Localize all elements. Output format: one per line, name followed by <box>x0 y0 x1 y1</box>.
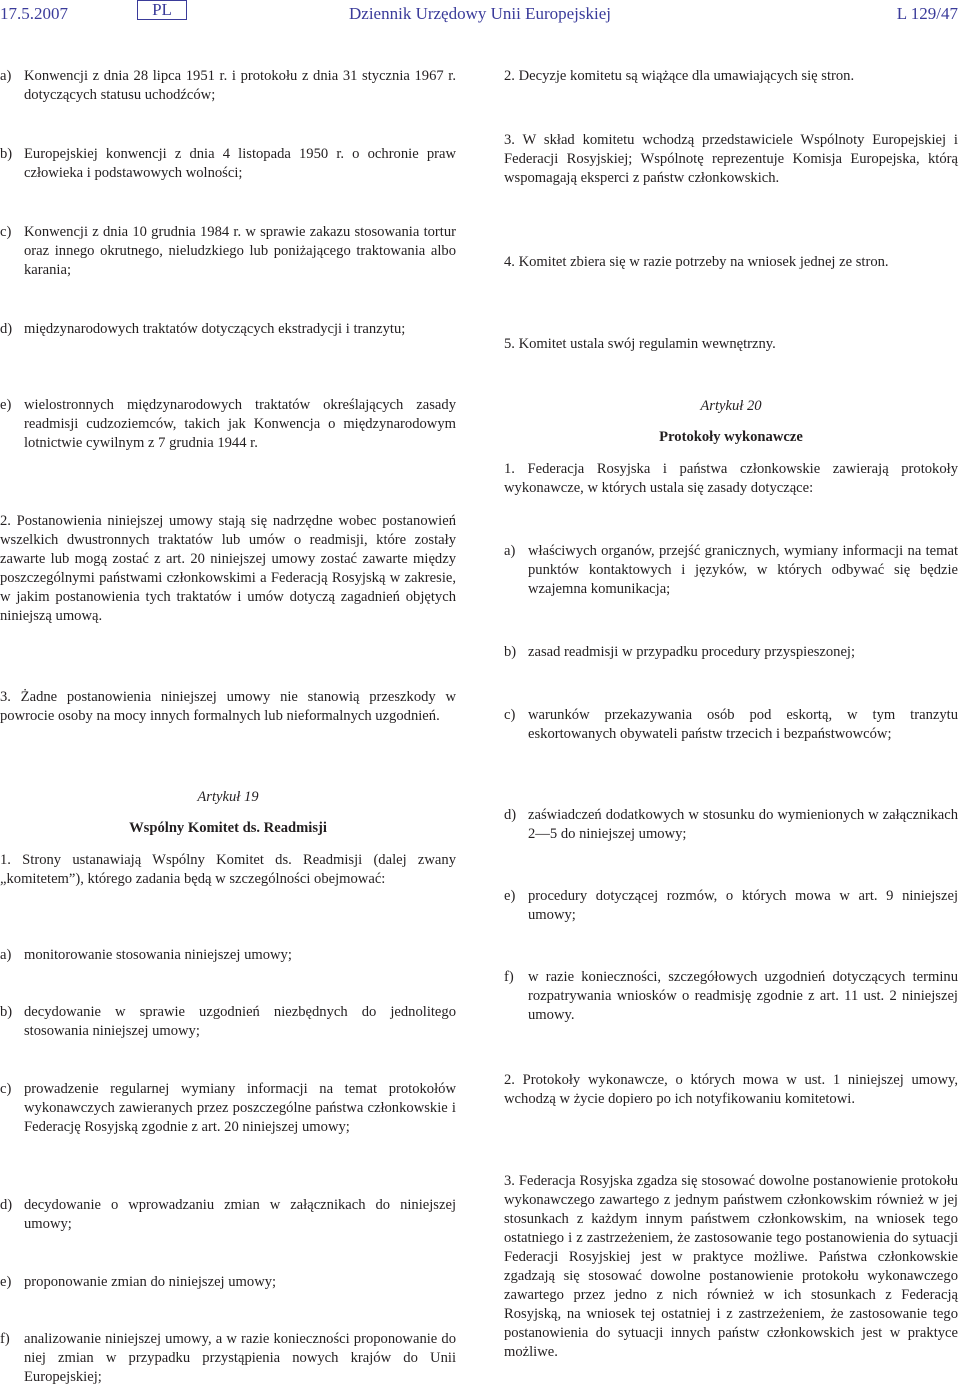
list-label: e) <box>0 397 12 413</box>
page-reference: L 129/47 <box>896 4 958 23</box>
list-text: Konwencji z dnia 10 grudnia 1984 r. w sprawie zakazu stosowania tortur oraz innego okrutnego, nieludzkiego lub poniżającego traktowania albo karania; <box>24 224 456 278</box>
list-label: a) <box>0 947 12 963</box>
list-item-e <box>0 396 456 453</box>
list-text: proponowanie zmian do niniejszej umowy; <box>24 1274 277 1290</box>
list-label: a) <box>0 68 12 84</box>
list-item-b <box>0 145 456 183</box>
list-label: f) <box>504 969 514 985</box>
list-text: wielostronnych międzynarodowych traktatów określających zasady readmisji cudzoziemców, takich jak Konwencja o międzynarodowym lotnictwie cywilnym z 7 grudnia 1944 r. <box>24 397 456 451</box>
publication-date: 17.5.2007 <box>0 4 68 23</box>
list-label: b) <box>0 146 13 162</box>
paragraph-3: 3. Żadne postanowienia niniejszej umowy nie stanowią przeszkody w powrocie osoby na mocy innych formalnych lub nieformalnych uzgodnień. <box>0 689 456 724</box>
committee-paragraph-4: 4. Komitet zbiera się w razie potrzeby na wniosek jednej ze stron. <box>504 254 889 270</box>
list-label: b) <box>0 1004 13 1020</box>
task-item-b <box>0 1003 456 1041</box>
list-text: warunków przekazywania osób pod eskortą, w tym tranzytu eskortowanych obywateli państw trzecich i bezpaństwowców; <box>528 707 958 742</box>
list-item-c <box>0 223 456 280</box>
list-label: c) <box>504 707 516 723</box>
list-text: monitorowanie stosowania niniejszej umowy; <box>24 947 292 963</box>
list-item-d <box>0 320 456 339</box>
list-label: b) <box>504 644 517 660</box>
list-text: procedury dotyczącej rozmów, o których mowa w art. 9 niniejszej umowy; <box>528 888 958 923</box>
task-item-e <box>0 1273 456 1292</box>
list-label: f) <box>0 1331 10 1347</box>
list-text: decydowanie o wprowadzaniu zmian w załącznikach do niniejszej umowy; <box>24 1197 456 1232</box>
list-text: analizowanie niniejszej umowy, a w razie konieczności proponowanie do niej zmian w przypadku przystąpienia nowych krajów do Unii Europejskiej; <box>24 1331 456 1385</box>
article-20-paragraph-1: 1. Federacja Rosyjska i państwa członkowskie zawierają protokoły wykonawcze, w których ustala się zasady dotyczące: <box>504 461 958 496</box>
list-text: zaświadczeń dodatkowych w stosunku do wymienionych w załącznikach 2—5 do niniejszej umowy; <box>528 807 958 842</box>
task-item-c <box>0 1080 456 1137</box>
list-item-a <box>0 67 456 105</box>
task-item-f <box>0 1330 456 1387</box>
committee-paragraph-2: 2. Decyzje komitetu są wiążące dla umawiających się stron. <box>504 68 855 84</box>
list-label: d) <box>504 807 517 823</box>
list-label: d) <box>0 321 13 337</box>
article-20-paragraph-3: 3. Federacja Rosyjska zgadza się stosować dowolne postanowienie protokołu wykonawczego zawartego z jednym państwem członkowskim również w jej stosunkach z każdym innym państwem członkowskim, na wniosek tego ostatniego i z zastrzeżeniem, że zastosowanie tego postanowienia do sytuacji Federacji Rosyjskiej jest w praktyce możliwe. Państwa członkowskie zgadzają się stosować dowolne postanowienie protokołu wykonawczego zawartego przez jedno z nich również w ich stosunkach z Federacją Rosyjską, na wniosek tej ostatniej i z zastrzeżeniem, że zastosowanie tego postanowienia do sytuacji innych państw członkowskich jest w praktyce możliwe. <box>504 1173 958 1360</box>
task-item-a <box>0 946 456 965</box>
journal-title: Dziennik Urzędowy Unii Europejskiej <box>349 4 612 23</box>
committee-paragraph-3: 3. W skład komitetu wchodzą przedstawiciele Wspólnoty Europejskiej i Federacji Rosyjskiej; Wspólnotę reprezentuje Komisja Europejska, którą wspomagają eksperci z państw członkowskich. <box>504 132 958 186</box>
list-text: Konwencji z dnia 28 lipca 1951 r. i protokołu z dnia 31 stycznia 1967 r. dotyczących statusu uchodźców; <box>24 68 456 103</box>
article-20-number: Artykuł 20 <box>700 398 762 414</box>
paragraph-2: 2. Postanowienia niniejszej umowy stają się nadrzędne wobec postanowień wszelkich dwustronnych traktatów lub umów o readmisji, które zostały zawarte lub mogą zostać z art. 20 niniejszej umowy zostać zawarte między poszczególnymi państwami członkowskimi a Federacją Rosyjską w zakresie, w jakim postanowienia tych traktatów i umów dotyczą zagadnień objętych niniejszą umową. <box>0 513 456 624</box>
list-label: a) <box>504 543 516 559</box>
list-label: c) <box>0 1081 12 1097</box>
task-item-d <box>0 1196 456 1234</box>
article-19-number: Artykuł 19 <box>197 789 259 805</box>
list-text: właściwych organów, przejść granicznych, wymiany informacji na temat punktów kontaktowych i języków, w których odbywać się będzie wzajemna komunikacja; <box>528 543 958 597</box>
list-text: w razie konieczności, szczegółowych uzgodnień dotyczących terminu rozpatrywania wniosków o readmisję zgodnie z art. 11 ust. 2 niniejszej umowy. <box>528 969 958 1023</box>
protocol-item-a <box>504 542 958 599</box>
language-badge: PL <box>137 0 187 20</box>
list-text: międzynarodowych traktatów dotyczących ekstradycji i tranzytu; <box>24 321 406 337</box>
list-label: c) <box>0 224 12 240</box>
page-header <box>0 0 960 30</box>
article-19-title: Wspólny Komitet ds. Readmisji <box>129 820 327 836</box>
article-20-title: Protokoły wykonawcze <box>659 429 803 445</box>
protocol-item-e <box>504 887 958 925</box>
list-label: e) <box>504 888 516 904</box>
list-text: zasad readmisji w przypadku procedury przyspieszonej; <box>528 644 856 660</box>
protocol-item-d <box>504 806 958 844</box>
list-text: Europejskiej konwencji z dnia 4 listopada 1950 r. o ochronie praw człowieka i podstawowych wolności; <box>24 146 456 181</box>
protocol-item-b <box>504 643 958 662</box>
article-19-paragraph-1: 1. Strony ustanawiają Wspólny Komitet ds. Readmisji (dalej zwany „komitetem”), którego zadania będą w szczególności obejmować: <box>0 852 456 887</box>
list-label: d) <box>0 1197 13 1213</box>
protocol-item-c <box>504 706 958 744</box>
list-text: decydowanie w sprawie uzgodnień niezbędnych do jednolitego stosowania niniejszej umowy; <box>24 1004 456 1039</box>
article-20-paragraph-2: 2. Protokoły wykonawcze, o których mowa w ust. 1 niniejszej umowy, wchodzą w życie dopiero po ich notyfikowaniu komitetowi. <box>504 1072 958 1107</box>
protocol-item-f <box>504 968 958 1025</box>
list-text: prowadzenie regularnej wymiany informacji na temat protokołów wykonawczych zawieranych przez poszczególne państwa członkowskie i Federację Rosyjską zgodnie z art. 20 niniejszej umowy; <box>24 1081 456 1135</box>
committee-paragraph-5: 5. Komitet ustala swój regulamin wewnętrzny. <box>504 336 776 352</box>
list-label: e) <box>0 1274 12 1290</box>
